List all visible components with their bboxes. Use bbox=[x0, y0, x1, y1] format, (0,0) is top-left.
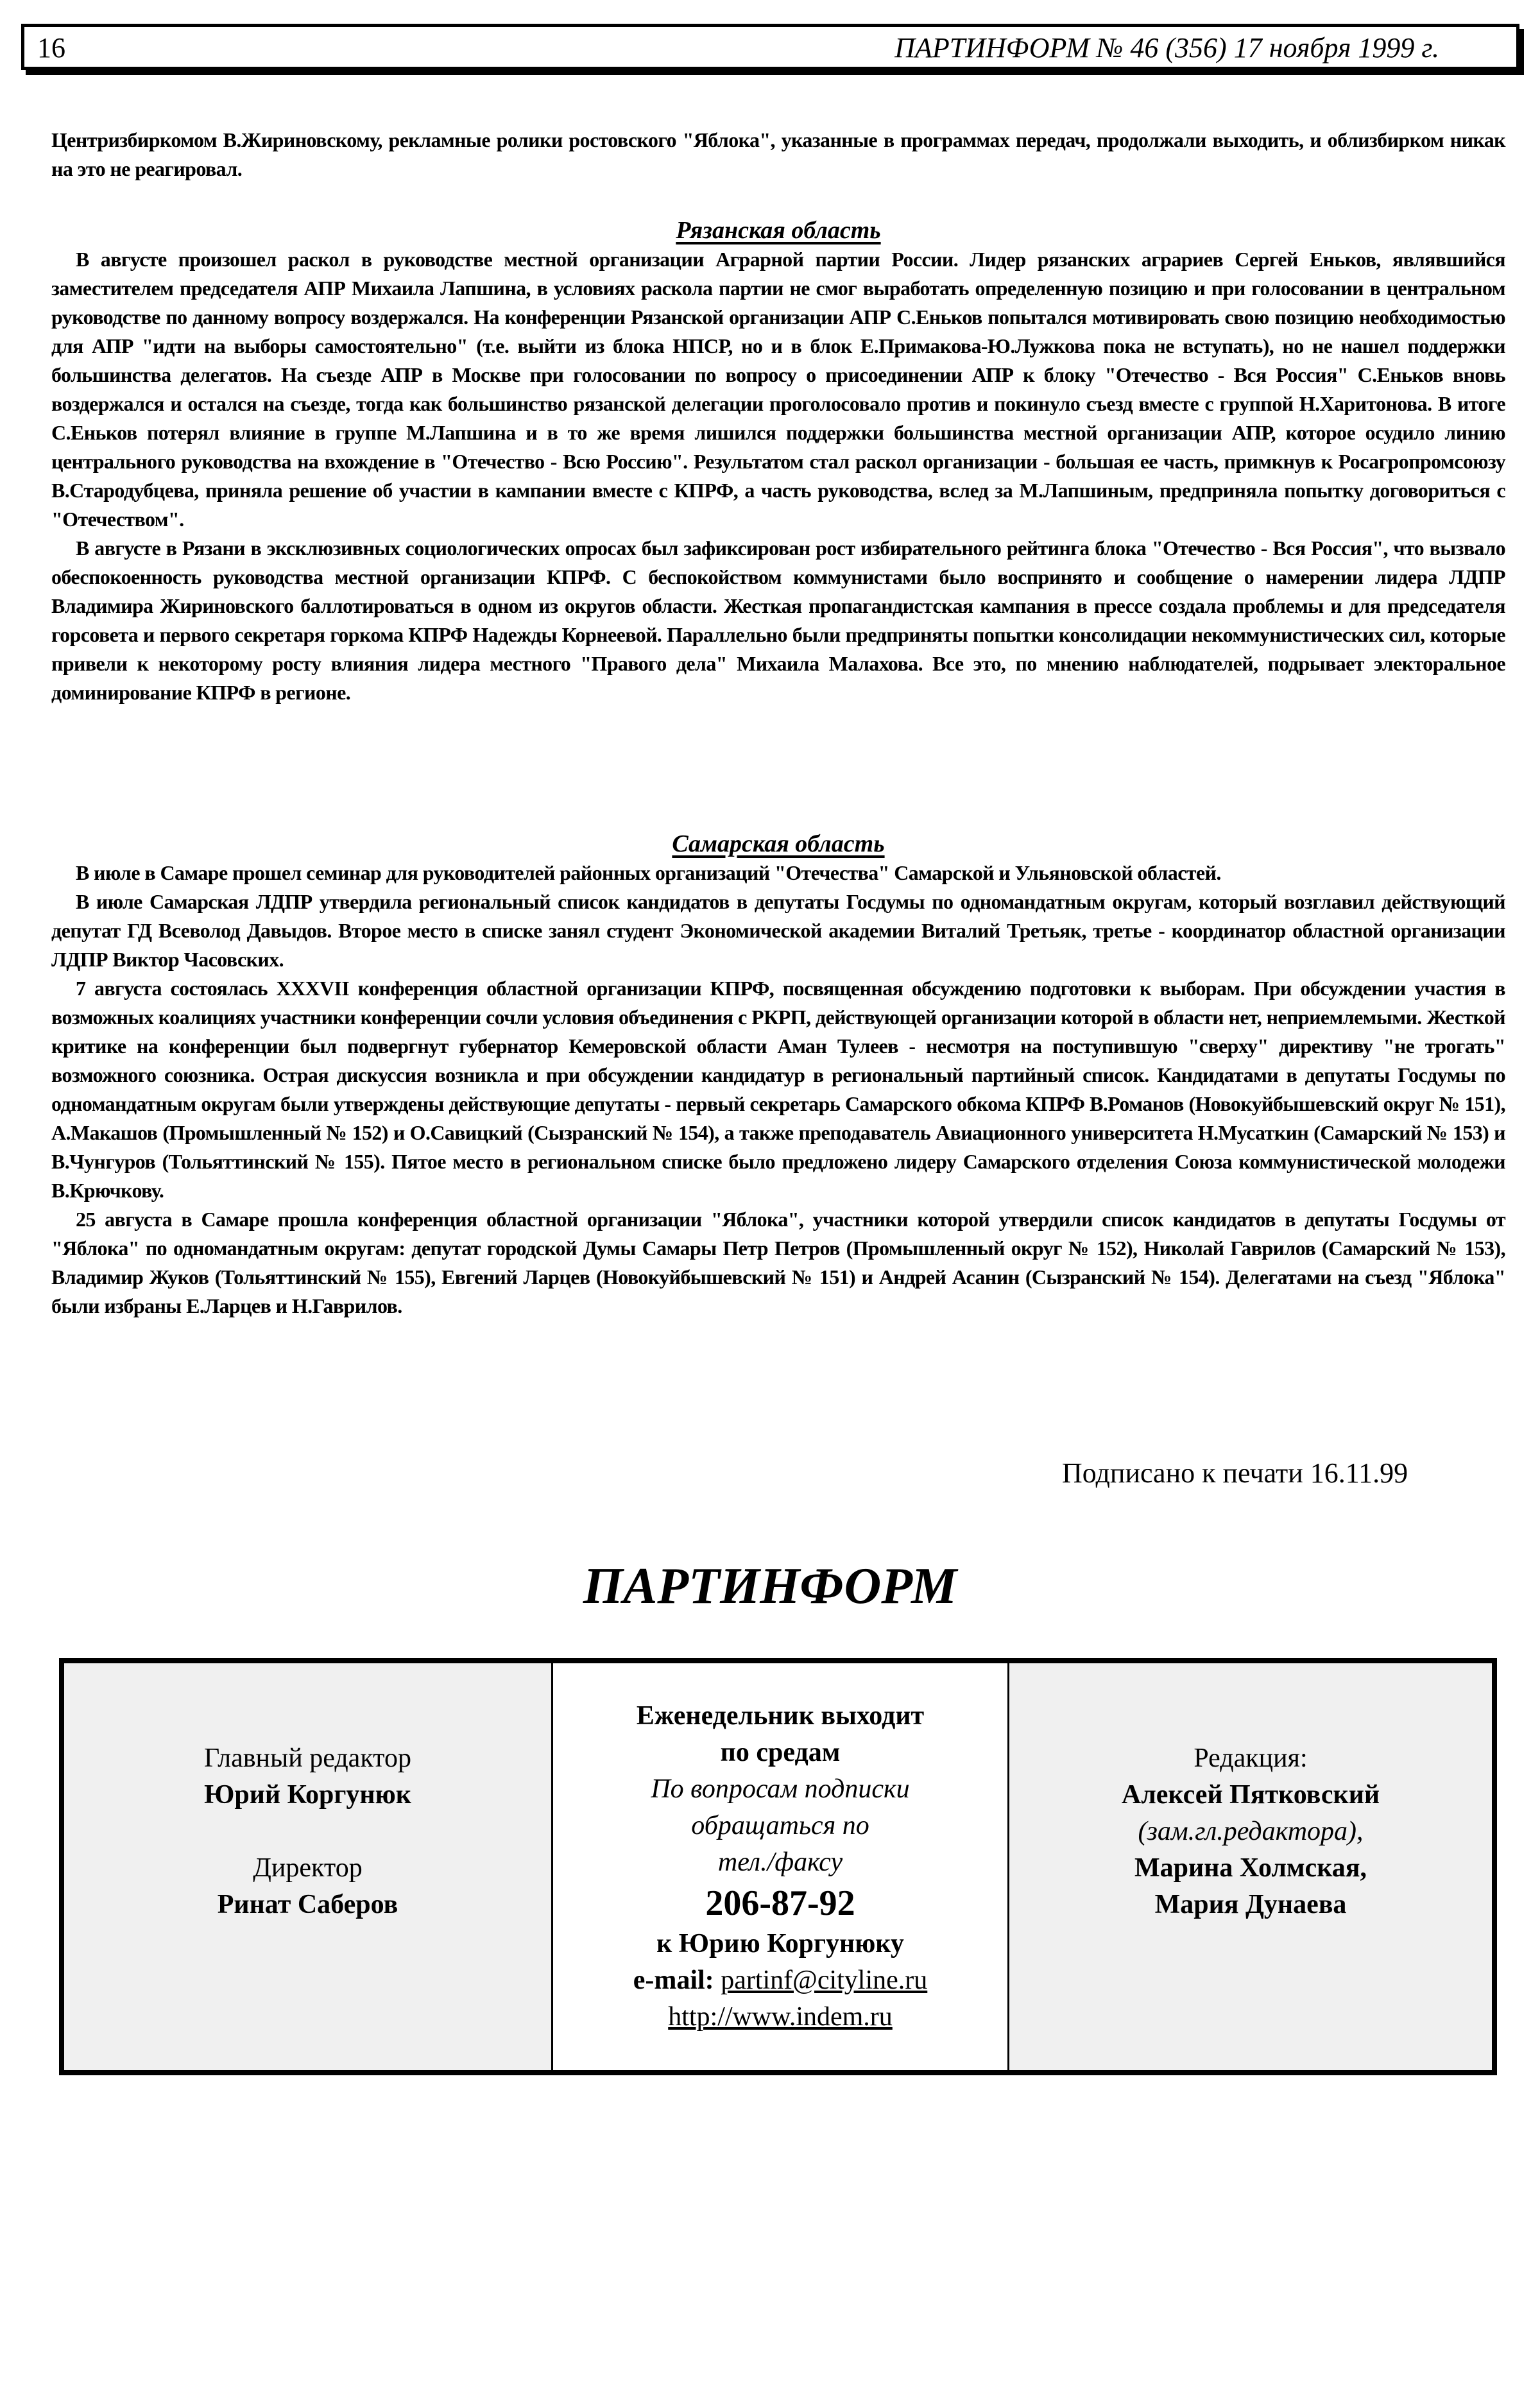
section-heading: Рязанская область bbox=[676, 217, 881, 244]
section-ryazan bbox=[51, 216, 1505, 707]
subscription-line: обращаться по bbox=[691, 1811, 869, 1840]
page-number: 16 bbox=[37, 32, 65, 64]
subscription-line: По вопросам подписки bbox=[651, 1774, 910, 1804]
issue-title: ПАРТИНФОРМ № 46 (356) 17 ноября 1999 г. bbox=[894, 32, 1439, 64]
paragraph: В июле в Самаре прошел семинар для руководителей районных организаций "Отечества" Самарской и Ульяновской областей. bbox=[76, 861, 1221, 884]
info-column-editors bbox=[64, 1663, 553, 2070]
paragraph: 25 августа в Самаре прошла конференция областной организации "Яблока", участники которой утвердили список кандидатов в депутаты Госдумы от "Яблока" по одномандатным округам: депутат городской Думы Самары Петр Петров (Промышленный округ № 152), Николай Гаврилов (Самарский № 153), Владимир Жуков (Тольяттинский № 155), Евгений Ларцев (Новокуйбышевский № 151) и Андрей Асанин (Сызранский № 154). Делегатами на съезд "Яблока" были избраны Е.Ларцев и Н.Гаврилов. bbox=[51, 1208, 1505, 1317]
editor-title: Главный редактор bbox=[204, 1743, 411, 1773]
schedule-line: по средам bbox=[720, 1738, 841, 1767]
page-header bbox=[21, 24, 1519, 70]
staff-name: Мария Дунаева bbox=[1154, 1889, 1347, 1919]
email-label: e-mail: bbox=[633, 1966, 714, 1995]
director-title: Директор bbox=[253, 1853, 363, 1883]
contact-person: к Юрию Коргунюку bbox=[656, 1929, 904, 1958]
staff-name: Алексей Пятковский bbox=[1121, 1779, 1380, 1810]
masthead-title: ПАРТИНФОРМ bbox=[583, 1558, 957, 1615]
schedule-line: Еженедельник выходит bbox=[636, 1701, 925, 1731]
staff-name: Марина Холмская, bbox=[1134, 1853, 1367, 1883]
subscription-line: тел./факсу bbox=[717, 1847, 843, 1877]
website-link[interactable]: http://www.indem.ru bbox=[668, 2002, 893, 2032]
info-column-staff bbox=[1009, 1663, 1492, 2070]
email-link[interactable]: partinf@cityline.ru bbox=[721, 1966, 928, 1995]
paragraph: В июле Самарская ЛДПР утвердила региональный список кандидатов в депутаты Госдумы по одномандатным округам, который возглавил действующий депутат ГД Всеволод Давыдов. Второе место в списке занял студент Экономической академии Виталий Третьяк, третье - координатор областной организации ЛДПР Виктор Часовских. bbox=[51, 890, 1505, 971]
section-samara bbox=[51, 829, 1505, 1321]
intro-continuation bbox=[51, 126, 1505, 184]
email-row bbox=[633, 1962, 928, 1999]
paragraph: Центризбиркомом В.Жириновскому, рекламные ролики ростовского "Яблока", указанные в программах передач, продолжали выходить, и облизбирком никак на это не реагировал. bbox=[51, 128, 1505, 180]
publisher-info-box bbox=[59, 1658, 1497, 2075]
staff-title: Редакция: bbox=[1194, 1743, 1308, 1773]
staff-role: (зам.гл.редактора), bbox=[1138, 1816, 1364, 1846]
director-name: Ринат Саберов bbox=[217, 1889, 398, 1919]
paragraph: В августе произошел раскол в руководстве местной организации Аграрной партии России. Лидер рязанских аграриев Сергей Еньков, являвшийся заместителем председателя АПР Михаила Лапшина, в условиях раскола партии не смог выработать определенную позицию и при голосовании в центральном руководстве по данному вопросу воздержался. На конференции Рязанской организации АПР С.Еньков попытался мотивировать свою позицию необходимостью для АПР "идти на выборы самостоятельно" (т.е. выйти из блока НПСР, но и в блок Е.Примакова-Ю.Лужкова пока не вступать), но не нашел поддержки большинства делегатов. На съезде АПР в Москве при голосовании по вопросу о присоединении АПР к блоку "Отечество - Вся Россия" С.Еньков вновь воздержался и остался на съезде, тогда как большинство рязанской делегации проголосовало против и покинуло съезд вместе с группой Н.Харитонова. В итоге С.Еньков потерял влияние в группе М.Лапшина и в то же время лишился поддержки большинства местной организации АПР, которое осудило линию центрального руководства на вхождение в "Отечество - Всю Россию". Результатом стал раскол организации - большая ее часть, примкнув к Росагропромсоюзу В.Стародубцева, приняла решение об участии в кампании вместе с КПРФ, а часть руководства, вслед за М.Лапшиным, предприняла попытку договориться с "Отечеством". bbox=[51, 248, 1505, 531]
paragraph: 7 августа состоялась XXXVII конференция областной организации КПРФ, посвященная обсуждению подготовки к выборам. При обсуждении участия в возможных коалициях участники конференции сочли условия объединения с РКРП, действующей организации которой в области нет, неприемлемыми. Жесткой критике на конференции был подвергнут губернатор Кемеровской области Аман Тулеев - несмотря на поступившую "сверху" директиву "не трогать" возможного союзника. Острая дискуссия возникла и при обсуждении кандидатур в региональный партийный список. Кандидатами в депутаты Госдумы по одномандатным округам были утверждены действующие депутаты - первый секретарь Самарского обкома КПРФ В.Романов (Новокуйбышевский округ № 151), А.Макашов (Промышленный № 152) и О.Савицкий (Сызранский № 154), а также преподаватель Авиационного университета Н.Мусаткин (Самарский № 153) и В.Чунгуров (Тольяттинский № 155). Пятое место в региональном списке было предложено лидеру Самарского отделения Союза коммунистической молодежи В.Крючкову. bbox=[51, 977, 1505, 1202]
paragraph: В августе в Рязани в эксклюзивных социологических опросах был зафиксирован рост избирательного рейтинга блока "Отечество - Вся Россия", что вызвало обеспокоенность руководства местной организации КПРФ. С беспокойством коммунистами было воспринято и сообщение о намерении лидера ЛДПР Владимира Жириновского баллотироваться в одном из округов области. Жесткая пропагандистская кампания в прессе создала проблемы и для председателя горсовета и первого секретаря горкома КПРФ Надежды Корнеевой. Параллельно были предприняты попытки консолидации некоммунистических сил, которые привели к некоторому росту влияния лидера местного "Правого дела" Михаила Малахова. Все это, по мнению наблюдателей, подрывает электоральное доминирование КПРФ в регионе. bbox=[51, 536, 1505, 704]
editor-name: Юрий Коргунюк bbox=[204, 1779, 411, 1810]
section-heading: Самарская область bbox=[672, 830, 885, 857]
phone-number: 206-87-92 bbox=[705, 1883, 855, 1923]
signed-for-print: Подписано к печати 16.11.99 bbox=[1062, 1457, 1408, 1489]
info-column-contacts bbox=[553, 1663, 1009, 2070]
